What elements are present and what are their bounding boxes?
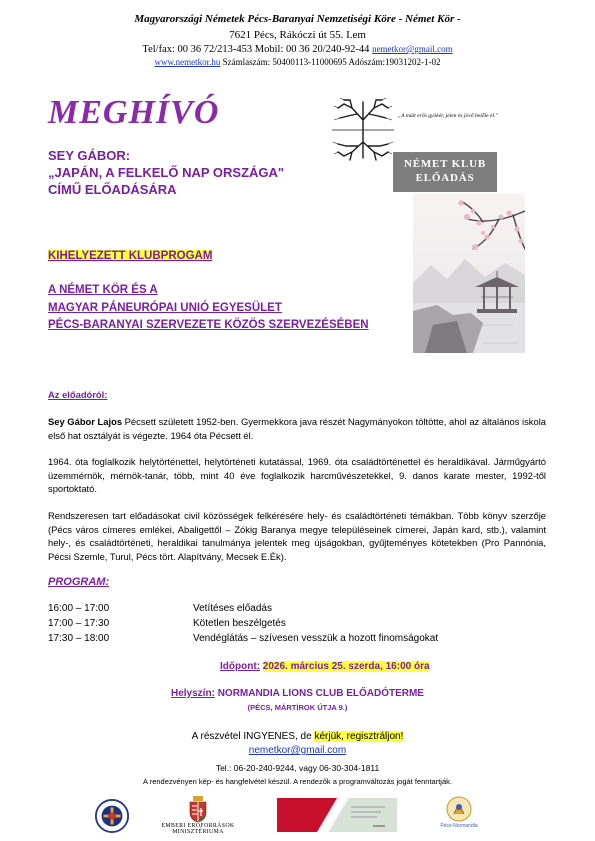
motto-quote: „A múlt erős gyökér, jelen és jövő belőle él." bbox=[398, 113, 498, 119]
organizer-line1: A NÉMET KÖR ÉS A bbox=[48, 284, 158, 296]
badge-line2: ELŐADÁS bbox=[415, 172, 475, 184]
program-time: 16:00 – 17:00 bbox=[48, 603, 110, 614]
event-venue bbox=[0, 688, 595, 699]
program-row bbox=[48, 618, 286, 629]
coat-of-arms-logo bbox=[188, 796, 208, 822]
org-phone: Tel/fax: 00 36 72/213-453 Mobil: 00 36 20/240-92-44 bbox=[142, 44, 370, 55]
paneuropa-logo bbox=[92, 798, 132, 834]
org-contact bbox=[0, 44, 595, 55]
speaker-title: SEY GÁBOR: bbox=[48, 148, 131, 163]
badge-line1: NÉMET KLUB bbox=[403, 158, 487, 170]
date-label: Időpont: bbox=[220, 661, 260, 672]
pagoda-illustration bbox=[413, 193, 525, 353]
program-heading: PROGRAM: bbox=[48, 576, 110, 588]
registration-note bbox=[0, 731, 595, 742]
nemet-klub-badge bbox=[393, 152, 497, 192]
venue-value: NORMANDIA LIONS CLUB ELŐADÓTERME bbox=[217, 688, 424, 699]
ministry-line1: EMBERI ERŐFORRÁSOK bbox=[161, 823, 235, 829]
date-value: 2026. március 25. szerda, 16:00 óra bbox=[262, 661, 430, 672]
venue-label: Helyszín: bbox=[171, 688, 215, 699]
organizer-line3: PÉCS-BARANYAI SZERVEZETE KÖZÖS SZERVEZÉSÉBEN bbox=[48, 319, 369, 331]
disclaimer: A rendezvényen kép- és hangfelvétel készül. A rendezők a programváltozás jogát fenntartják. bbox=[143, 777, 452, 786]
org-web-accounts bbox=[0, 57, 595, 67]
org-email-link[interactable]: nemetkor@gmail.com bbox=[372, 44, 453, 54]
about-p1-text: Pécsett született 1952-ben. Gyermekkora java részét Nagymányokon töltötte, ahol az általános iskola első hat osztályát is végezte. 1964 óta Pécsett él. bbox=[48, 416, 547, 441]
org-address: 7621 Pécs, Rákóczi út 55. I.em bbox=[229, 29, 366, 41]
program-label: Vendéglátás – szívesen vesszük a hozott finomságokat bbox=[193, 633, 439, 644]
organizer-line2: MAGYAR PÁNEURÓPAI UNIÓ EGYESÜLET bbox=[48, 302, 282, 314]
org-name: Magyarországi Németek Pécs-Baranyai Nemzetiségi Köre - Német Kör - bbox=[134, 13, 461, 25]
event-date bbox=[220, 661, 430, 672]
program-tag bbox=[48, 248, 212, 264]
normandia-lions-logo bbox=[446, 796, 472, 822]
contact-email-link[interactable]: nemetkor@gmail.com bbox=[248, 745, 347, 756]
tree-logo bbox=[330, 98, 396, 162]
contact-email-line bbox=[0, 745, 595, 756]
org-website-link[interactable]: www.nemetkor.hu bbox=[154, 57, 221, 67]
contact-phones: Tel.: 06-20-240-9244, vagy 06-30-304-1811 bbox=[215, 763, 380, 773]
ministry-line2: MINISZTÉRIUMA bbox=[172, 829, 224, 835]
speaker-name: Sey Gábor Lajos bbox=[48, 416, 123, 427]
normandia-logo-text: Pécs-Normandia bbox=[440, 823, 478, 829]
program-time: 17:00 – 17:30 bbox=[48, 618, 110, 629]
program-label: Kötetlen beszélgetés bbox=[193, 618, 286, 629]
org-accounts: Számlaszám: 50400113-11000695 Adószám:19031202-1-02 bbox=[222, 57, 441, 67]
venue-address: (PÉCS, MÁRTÍROK ÚTJA 9.) bbox=[247, 703, 348, 712]
program-tag-label: KIHELYEZETT KLUBPROGAM bbox=[48, 250, 213, 262]
program-row bbox=[48, 633, 438, 644]
lecture-subtitle: CÍMŰ ELŐADÁSÁRA bbox=[48, 182, 177, 197]
register-highlight: kérjük, regisztráljon! bbox=[314, 731, 404, 742]
grant-logo bbox=[277, 798, 397, 832]
ministry-name bbox=[150, 823, 246, 835]
invitation-heading: MEGHÍVÓ bbox=[48, 94, 220, 131]
free-text: A részvétel INGYENES, de bbox=[191, 731, 315, 742]
about-paragraph-1 bbox=[48, 415, 546, 442]
about-paragraph-2: 1964. óta foglalkozik helytörténettel, helytörténeti kutatással, 1969. óta családtörténettel és heraldikával. Járműgyártó üzemmérnök, mérnök-tanár, több, mint 40 éve foglalkozik harcművészetekkel, 9. danos karate mester, 1992-től sportoktató. bbox=[48, 456, 546, 494]
program-time: 17:30 – 18:00 bbox=[48, 633, 110, 644]
lecture-title: „JAPÁN, A FELKELŐ NAP ORSZÁGA" bbox=[48, 165, 285, 180]
program-label: Vetítéses előadás bbox=[193, 603, 272, 614]
about-heading: Az előadóról: bbox=[48, 389, 108, 400]
about-paragraph-3: Rendszeresen tart előadásokat civil közösségek felkérésére hely- és családtörténeti témákban. Több könyv szerzője (Pécs város címeres emlékei, Abaligettől – Zókig Baranya megye településeinek címerei, Japán kard, stb.), valamint hely-, és családtörténeti, heraldikai tanulmánya jelentek meg újságokban, gyűjteményes kötetekben (Pro Pannónia, Pécsi Szemle, Turul, Pécs tört. Alapítvány, Mecsek E.Ék). bbox=[48, 510, 546, 562]
program-row bbox=[48, 603, 272, 614]
